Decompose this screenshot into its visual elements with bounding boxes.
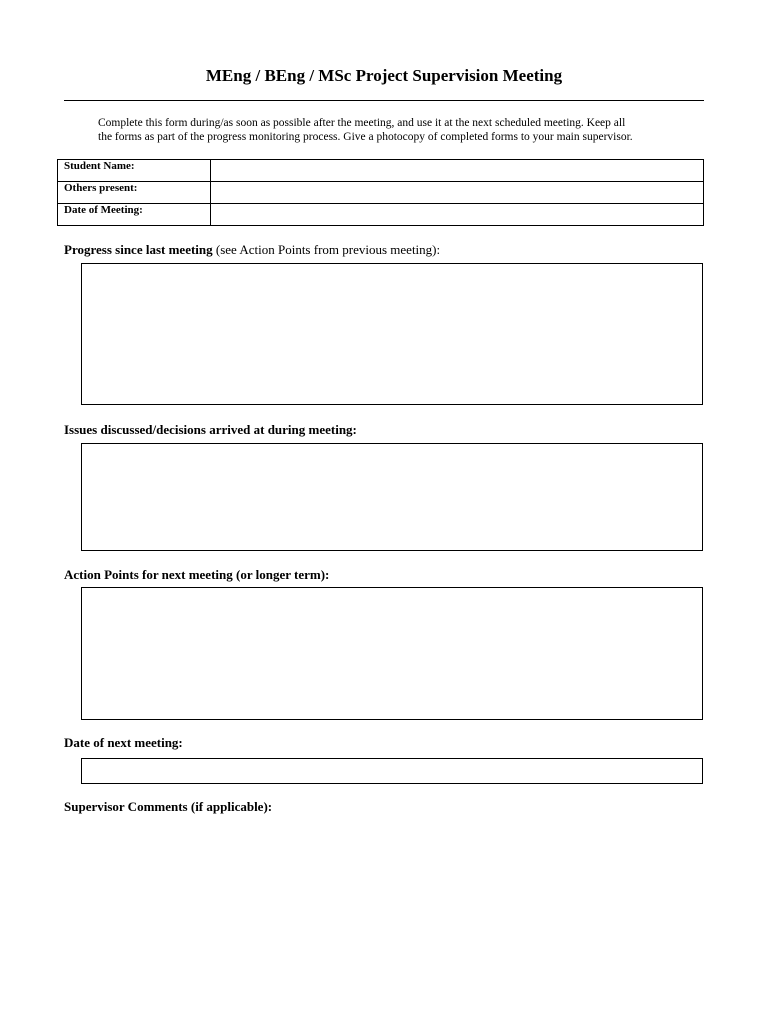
others-present-field[interactable] xyxy=(211,182,704,204)
progress-heading xyxy=(64,242,440,258)
instructions-paragraph xyxy=(98,116,708,144)
form-title: MEng / BEng / MSc Project Supervision Meeting xyxy=(205,66,563,85)
action-points-textarea[interactable] xyxy=(81,587,703,720)
next-meeting-heading: Date of next meeting: xyxy=(64,735,183,750)
table-row xyxy=(58,160,704,182)
meeting-info-table xyxy=(57,159,704,226)
progress-textarea[interactable] xyxy=(81,263,703,405)
issues-textarea[interactable] xyxy=(81,443,703,551)
student-name-label: Student Name: xyxy=(58,160,211,182)
student-name-field[interactable] xyxy=(211,160,704,182)
table-row xyxy=(58,204,704,226)
next-meeting-field[interactable] xyxy=(81,758,703,784)
action-points-heading: Action Points for next meeting (or longer term): xyxy=(64,567,330,582)
progress-label: Progress since last meeting xyxy=(64,242,213,257)
table-row xyxy=(58,182,704,204)
date-of-meeting-field[interactable] xyxy=(211,204,704,226)
instructions-line-2: the forms as part of the progress monitoring process. Give a photocopy of completed forms to your main supervisor. xyxy=(98,131,633,143)
progress-label-suffix: (see Action Points from previous meeting): xyxy=(215,242,441,257)
title-divider xyxy=(64,100,704,101)
others-present-label: Others present: xyxy=(58,182,211,204)
date-of-meeting-label: Date of Meeting: xyxy=(58,204,211,226)
instructions-line-1: Complete this form during/as soon as possible after the meeting, and use it at the next scheduled meeting. Keep all xyxy=(98,117,626,129)
supervisor-comments-heading: Supervisor Comments (if applicable): xyxy=(64,799,273,814)
issues-heading: Issues discussed/decisions arrived at during meeting: xyxy=(64,422,357,437)
